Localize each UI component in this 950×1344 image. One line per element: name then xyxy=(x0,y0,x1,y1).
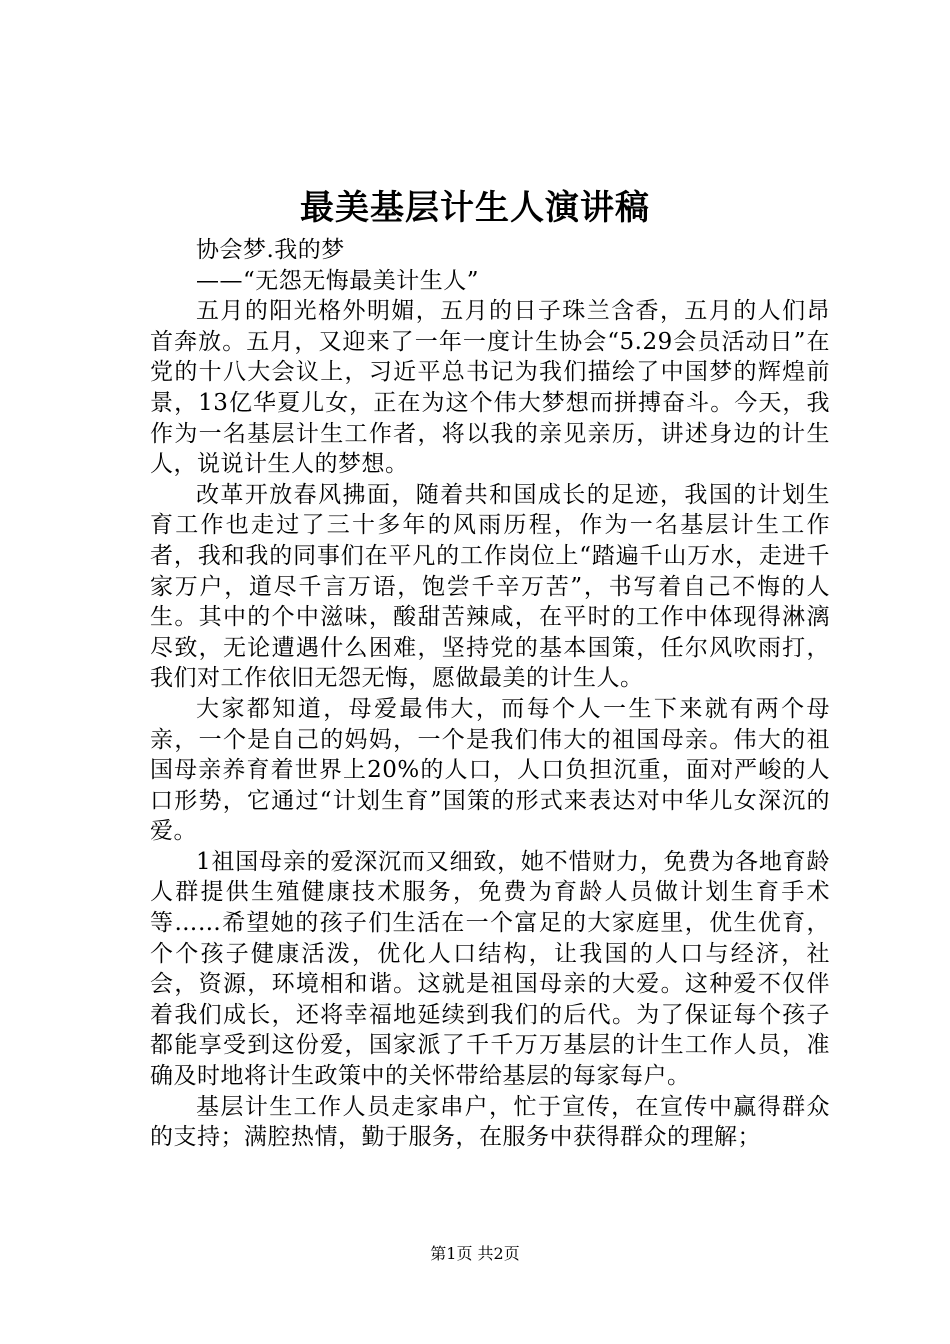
paragraph-2: 改革开放春风拂面，随着共和国成长的足迹，我国的计划生育工作也走过了三十多年的风雨历程，作为一名基层计生工作者，我和我的同事们在平凡的工作岗位上“踏遍千山万水，走进千家万户，道尽千言万语，饱尝千辛万苦”，书写着自己不悔的人生。其中的个中滋味，酸甜苦辣咸，在平时的工作中体现得淋漓尽致，无论遭遇什么困难，坚持党的基本国策，任尔风吹雨打，我们对工作依旧无怨无悔，愿做最美的计生人。 xyxy=(150,481,830,692)
page-footer: 第1页 共2页 xyxy=(430,1244,520,1263)
document-body xyxy=(150,235,830,1153)
paragraph-1: 五月的阳光格外明媚，五月的日子珠兰含香，五月的人们昂首奔放。五月，又迎来了一年一度计生协会“5.29会员活动日”在党的十八大会议上，习近平总书记为我们描绘了中国梦的辉煌前景，13亿华夏儿女，正在为这个伟大梦想而拼搏奋斗。今天，我作为一名基层计生工作者，将以我的亲见亲历，讲述身边的计生人，说说计生人的梦想。 xyxy=(150,298,830,478)
paragraph-3: 大家都知道，母爱最伟大，而每个人一生下来就有两个母亲，一个是自己的妈妈，一个是我们伟大的祖国母亲。伟大的祖国母亲养育着世界上20%的人口，人口负担沉重，面对严峻的人口形势，它通过“计划生育”国策的形式来表达对中华儿女深沉的爱。 xyxy=(150,695,830,845)
paragraph-4: 1祖国母亲的爱深沉而又细致，她不惜财力，免费为各地育龄人群提供生殖健康技术服务，免费为育龄人员做计划生育手术等……希望她的孩子们生活在一个富足的大家庭里，优生优育，个个孩子健康活泼，优化人口结构，让我国的人口与经济，社会，资源，环境相和谐。这就是祖国母亲的大爱。这种爱不仅伴着我们成长，还将幸福地延续到我们的后代。为了保证每个孩子都能享受到这份爱，国家派了千千万万基层的计生工作人员，准确及时地将计生政策中的关怀带给基层的每家每户。 xyxy=(150,848,830,1090)
subtitle-line-2: ——“无怨无悔最美计生人” xyxy=(196,267,480,294)
subtitle-line-1: 协会梦.我的梦 xyxy=(196,237,345,263)
document-title: 最美基层计生人演讲稿 xyxy=(300,188,650,228)
paragraph-5: 基层计生工作人员走家串户，忙于宣传，在宣传中赢得群众的支持；满腔热情，勤于服务，在服务中获得群众的理解； xyxy=(150,1093,830,1151)
